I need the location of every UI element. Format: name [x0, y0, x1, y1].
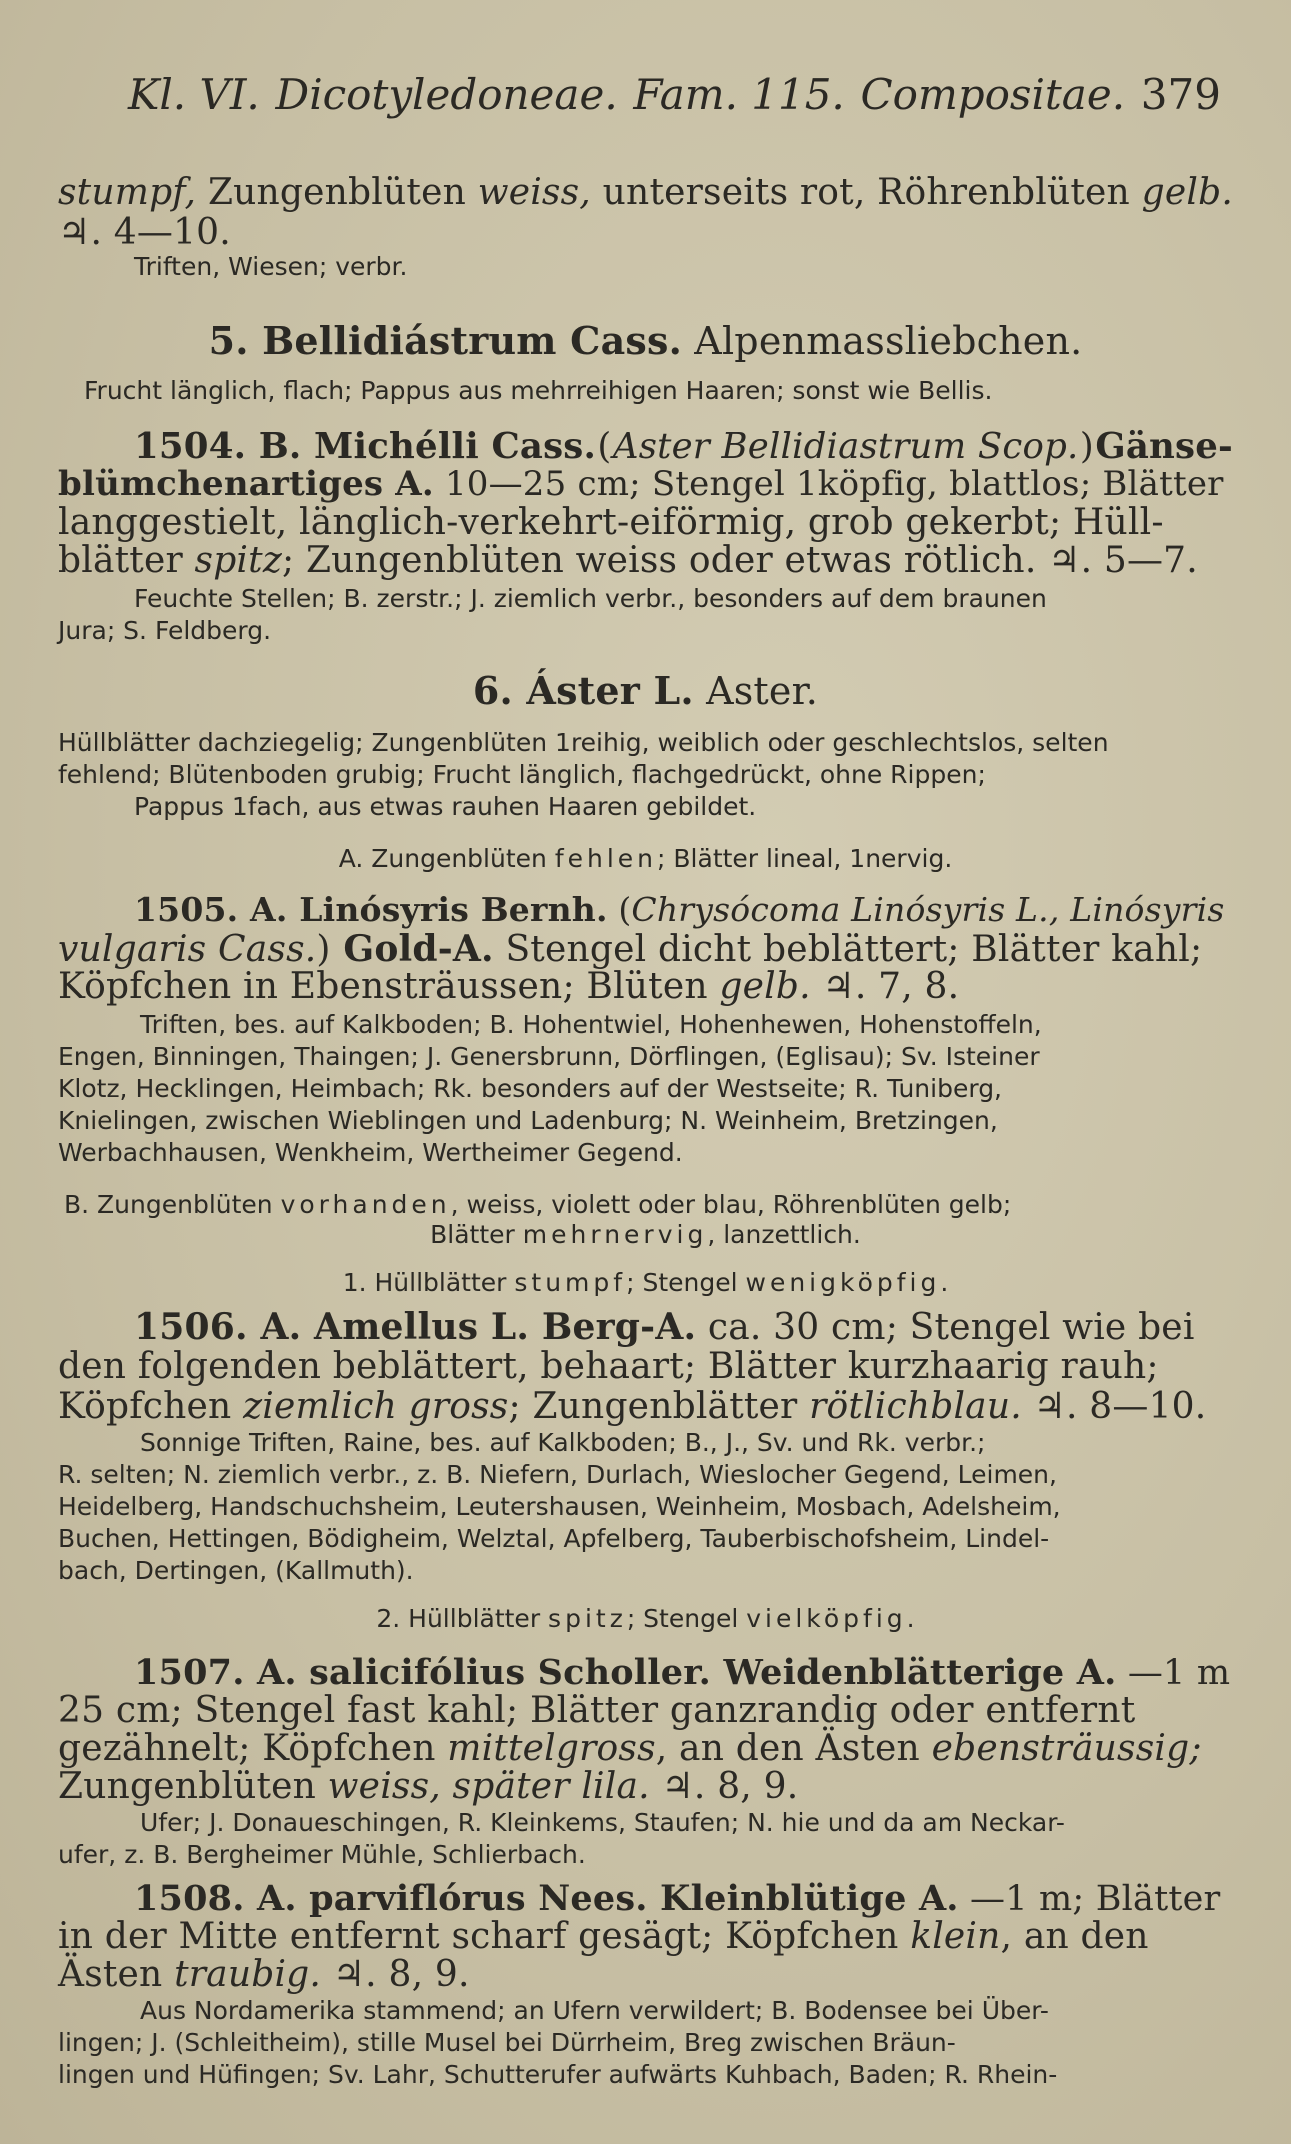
species-line: [58, 540, 1233, 581]
text-span: Köpfchen: [58, 1386, 244, 1427]
genus-description: Hüllblätter dachziegelig; Zungenblüten 1reihig, weiblich oder geschlechtslos, selten: [58, 728, 1109, 757]
genus-name: 5. Bellidiástrum Cass.: [208, 318, 683, 363]
text-span: , an den: [1000, 1916, 1149, 1957]
text-span: ziemlich gross: [243, 1386, 509, 1427]
common-name: Gänse-: [1095, 426, 1233, 467]
species-line: [58, 1386, 1233, 1427]
text-span: weiss, später lila.: [327, 1766, 650, 1807]
species-line: [58, 464, 1233, 504]
synonym: Aster Bellidiastrum Scop.: [612, 426, 1079, 467]
genus-description: Pappus 1fach, aus etwas rauhen Haaren gebildet.: [134, 792, 757, 821]
genus-description: Frucht länglich, flach; Pappus aus mehrreihigen Haaren; sonst wie Bellis.: [84, 376, 993, 405]
text-span: ♃. 8, 9.: [321, 1954, 470, 1995]
text-span: spitz: [194, 540, 282, 581]
text-span: —1 m; Blätter: [958, 1879, 1221, 1919]
species-name: 1508. A. parviflórus Nees.: [134, 1878, 648, 1919]
header-class: Kl. VI.: [128, 70, 260, 119]
text-span: wenigköpfig: [745, 1268, 941, 1297]
text-span: Zungenblüten: [58, 1766, 328, 1807]
text-span: traubig.: [174, 1954, 322, 1995]
text-span: .: [940, 1268, 949, 1297]
species-line: [134, 426, 1233, 467]
text-span: ; Stengel: [626, 1604, 747, 1633]
text-span: Ästen: [58, 1954, 175, 1995]
habitat-line: Buchen, Hettingen, Bödigheim, Welztal, Apfelberg, Tauberbischofsheim, Lindel-: [58, 1524, 1050, 1553]
genus-heading: [58, 668, 1233, 713]
text-span: in der Mitte entfernt scharf gesägt; Köpfchen: [58, 1916, 911, 1957]
text-span: gelb.: [719, 966, 811, 1007]
text-span: ; Blätter lineal, 1nervig.: [657, 844, 953, 873]
text-span: mittelgross: [447, 1728, 656, 1769]
text-span: (: [597, 426, 612, 467]
text-span: Köpfchen in Ebensträussen; Blüten: [58, 966, 720, 1007]
text-span: , an den Ästen: [655, 1728, 932, 1769]
habitat-line: Aus Nordamerika stammend; an Ufern verwildert; B. Bodensee bei Über-: [140, 1996, 1049, 2025]
text-span: gelb.: [1141, 172, 1233, 213]
habitat-line: Knielingen, zwischen Wieblingen und Ladenburg; N. Weinheim, Bretzingen,: [58, 1106, 998, 1135]
habitat-line: Triften, Wiesen; verbr.: [134, 252, 408, 281]
text-span: mehrnervig: [522, 1220, 708, 1249]
species-line: [134, 890, 1233, 929]
habitat-line: Werbachhausen, Wenkheim, Wertheimer Gegend.: [58, 1138, 683, 1167]
habitat-line: Sonnige Triften, Raine, bes. auf Kalkboden; B., J., Sv. und Rk. verbr.;: [140, 1428, 986, 1457]
genus-name: 6. Áster L.: [472, 668, 694, 713]
header-subclass: Dicotyledoneae.: [275, 70, 618, 119]
habitat-line: lingen; J. (Schleitheim), stille Musel bei Dürrheim, Breg zwischen Bräun-: [58, 2028, 956, 2057]
habitat-line: R. selten; N. ziemlich verbr., z. B. Niefern, Durlach, Wieslocher Gegend, Leimen,: [58, 1460, 1057, 1489]
text-span: vielköpfig: [746, 1604, 907, 1633]
species-line: 25 cm; Stengel fast kahl; Blätter ganzrandig oder entfernt: [58, 1690, 1136, 1731]
text-span: unterseits rot, Röhrenblüten: [602, 172, 1130, 213]
species-line: [58, 1916, 1233, 1957]
text-span: rötlichblau.: [809, 1386, 1022, 1427]
text-span: Blätter: [430, 1220, 523, 1249]
habitat-line: Klotz, Hecklingen, Heimbach; Rk. besonders auf der Westseite; R. Tuniberg,: [58, 1074, 1003, 1103]
common-name: Weidenblätterige A.: [711, 1652, 1117, 1693]
text-span: , lanzettlich.: [707, 1220, 861, 1249]
habitat-line: bach, Dertingen, (Kallmuth).: [58, 1556, 414, 1585]
header-family-number: Fam. 115.: [633, 70, 845, 119]
text-span: 1. Hüllblätter: [342, 1268, 515, 1297]
text-line: [58, 172, 1233, 213]
header-family-name: Compositae.: [860, 70, 1126, 119]
habitat-line: Ufer; J. Donaueschingen, R. Kleinkems, Staufen; N. hie und da am Neckar-: [140, 1808, 1065, 1837]
text-span: ; Zungenblätter: [508, 1386, 810, 1427]
text-span: ): [1079, 426, 1094, 467]
common-name: Kleinblütige A.: [647, 1878, 959, 1919]
habitat-line: Heidelberg, Handschuchsheim, Leutershausen, Weinheim, Mosbach, Adelsheim,: [58, 1492, 1061, 1521]
species-line: [134, 1878, 1233, 1919]
text-span: stumpf,: [58, 172, 197, 213]
text-span: Stengel dicht beblättert; Blätter kahl;: [493, 929, 1203, 970]
synonym: Chrysócoma Linósyris L., Linósyris: [631, 890, 1225, 929]
text-span: , weiss, violett oder blau, Röhrenblüten gelb;: [450, 1190, 1012, 1219]
text-span: 2. Hüllblätter: [376, 1604, 549, 1633]
text-line: ♃. 4—10.: [58, 212, 231, 253]
text-span: (: [607, 890, 632, 929]
running-header: [128, 70, 1221, 119]
habitat-line: ufer, z. B. Bergheimer Mühle, Schlierbach.: [58, 1840, 586, 1869]
synonym: vulgaris Cass.: [58, 929, 317, 970]
species-line: [58, 1954, 1233, 1995]
species-line: [134, 1652, 1233, 1693]
text-span: ; Stengel: [626, 1268, 746, 1297]
common-name: blümchenartiges A.: [58, 464, 434, 504]
genus-common-name: Aster.: [693, 669, 819, 713]
species-line: [58, 966, 1233, 1007]
genus-description: fehlend; Blütenboden grubig; Frucht länglich, flachgedrückt, ohne Rippen;: [58, 760, 986, 789]
species-line: [58, 1728, 1233, 1769]
habitat-line: Triften, bes. auf Kalkboden; B. Hohentwiel, Hohenhewen, Hohenstoffeln,: [140, 1010, 1042, 1039]
text-span: ca. 30 cm; Stengel wie bei: [696, 1307, 1195, 1348]
text-span: blätter: [58, 540, 195, 581]
text-span: B. Zungenblüten: [64, 1190, 281, 1219]
text-span: spitz: [548, 1604, 627, 1633]
species-name: 1505. A. Linósyris Bernh.: [134, 890, 608, 929]
text-span: gezähnelt; Köpfchen: [58, 1728, 448, 1769]
key-line: [58, 1268, 1233, 1297]
species-name: 1506. A. Amellus L.: [134, 1306, 530, 1348]
common-name: Berg-A.: [529, 1306, 697, 1348]
text-span: ): [316, 929, 331, 970]
text-span: vorhanden: [280, 1190, 451, 1219]
text-span: ♃. 8, 9.: [649, 1766, 799, 1807]
key-line: [58, 1220, 1233, 1249]
genus-heading: [58, 318, 1233, 363]
page-number: 379: [1140, 70, 1221, 119]
habitat-line: Jura; S. Feldberg.: [58, 616, 272, 645]
species-line: den folgenden beblättert, behaart; Blätter kurzhaarig rauh;: [58, 1346, 1159, 1387]
species-name: 1507. A. salicifólius Scholler.: [134, 1652, 712, 1693]
text-span: weiss,: [477, 172, 591, 213]
text-span: fehlen: [554, 844, 658, 873]
text-span: ♃. 8—10.: [1021, 1386, 1207, 1427]
key-line: [58, 844, 1233, 873]
text-span: Zungenblüten: [207, 172, 466, 213]
species-line: [58, 1766, 1233, 1807]
species-name: 1504. B. Michélli Cass.: [134, 426, 597, 467]
habitat-line: Engen, Binningen, Thaingen; J. Genersbrunn, Dörflingen, (Eglisau); Sv. Isteiner: [58, 1042, 1040, 1071]
text-span: stumpf: [514, 1268, 627, 1297]
habitat-line: Feuchte Stellen; B. zerstr.; J. ziemlich verbr., besonders auf dem braunen: [134, 584, 1047, 613]
text-span: ; Zungenblüten weiss oder etwas rötlich. ♃. 5—7.: [281, 540, 1198, 581]
text-span: —1 m: [1116, 1653, 1231, 1693]
species-line: [58, 928, 1233, 970]
text-span: klein: [910, 1916, 1001, 1957]
text-span: ♃. 7, 8.: [810, 966, 960, 1007]
key-line: [64, 1190, 1233, 1219]
text-span: ebensträussig;: [931, 1728, 1202, 1769]
genus-common-name: Alpenmassliebchen.: [682, 319, 1083, 363]
species-line: langgestielt, länglich-verkehrt-eiförmig, grob gekerbt; Hüll-: [58, 502, 1164, 543]
text-span: .: [906, 1604, 915, 1633]
key-line: [58, 1604, 1233, 1633]
habitat-line: lingen und Hüfingen; Sv. Lahr, Schutterufer aufwärts Kuhbach, Baden; R. Rhein-: [58, 2060, 1058, 2089]
common-name: Gold-A.: [330, 928, 494, 970]
species-line: [134, 1306, 1233, 1348]
text-span: 10—25 cm; Stengel 1köpfig, blattlos; Blätter: [433, 464, 1224, 504]
text-span: A. Zungenblüten: [338, 844, 555, 873]
